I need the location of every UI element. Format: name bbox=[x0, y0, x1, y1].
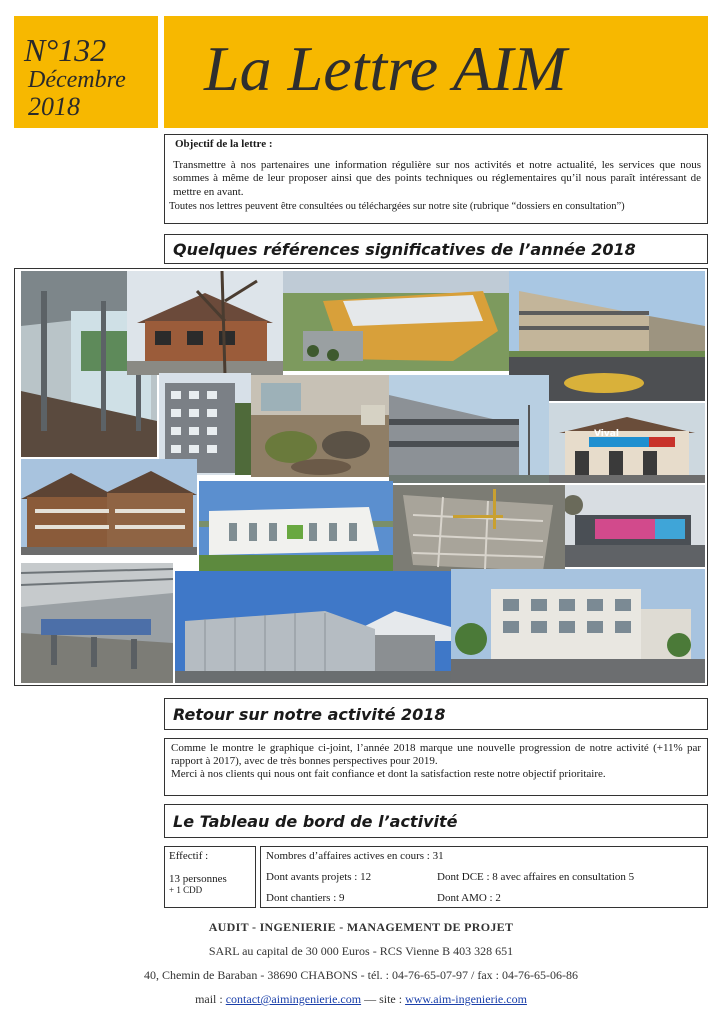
site-label: — site : bbox=[364, 992, 403, 1006]
staff-extra: + 1 CDD bbox=[169, 885, 203, 896]
active-cases: Nombres d’affaires actives en cours : 31 bbox=[266, 850, 444, 862]
newsletter-title: La Lettre AIM bbox=[204, 33, 567, 104]
photo-industrial-hall bbox=[21, 563, 173, 683]
construction-sites: Dont chantiers : 9 bbox=[266, 892, 345, 904]
issue-box bbox=[14, 16, 158, 128]
staff-label: Effectif : bbox=[169, 850, 209, 862]
photo-aerial-building bbox=[283, 271, 509, 371]
footer-company: SARL au capital de 30 000 Euros - RCS Vienne B 403 328 651 bbox=[208, 944, 514, 958]
photo-lounge bbox=[251, 375, 389, 477]
activity-thanks: Merci à nos clients qui nous ont fait confiance et dont la satisfaction reste notre objectif prioritaire. bbox=[171, 768, 606, 781]
dce-cases: Dont DCE : 8 avec affaires en consultation 5 bbox=[437, 871, 635, 883]
photo-collage bbox=[14, 268, 708, 686]
activity-heading: Retour sur notre activité 2018 bbox=[164, 698, 708, 730]
activity-box bbox=[164, 738, 708, 796]
photo-construction-site bbox=[393, 485, 565, 581]
footer-contact bbox=[14, 992, 708, 1007]
references-heading: Quelques références significatives de l’année 2018 bbox=[164, 234, 708, 264]
photo-chalet bbox=[127, 271, 283, 375]
store-sign: Vival bbox=[594, 429, 619, 439]
issue-number: N°132 bbox=[24, 32, 107, 68]
photo-vival-store bbox=[549, 403, 705, 483]
website-link[interactable]: www.aim-ingenierie.com bbox=[405, 992, 527, 1006]
photo-metal-building bbox=[175, 571, 451, 683]
issue-year: 2018 bbox=[28, 92, 80, 121]
dashboard-heading: Le Tableau de bord de l’activité bbox=[164, 804, 708, 838]
staff-box bbox=[164, 846, 256, 908]
amo-cases: Dont AMO : 2 bbox=[437, 892, 501, 904]
photo-residential bbox=[451, 569, 705, 683]
footer-address: 40, Chemin de Baraban - 38690 CHABONS - tél. : 04-76-65-07-97 / fax : 04-76-65-06-86 bbox=[144, 968, 578, 982]
objective-paragraph: Transmettre à nos partenaires une information régulière sur nos activités et notre actualité, les services que nous sommes à même de leur proposer ainsi que des points techniques ou réglementaires qu’il nous paraît intéressant de mettre en avant. bbox=[173, 159, 701, 198]
photo-chalet-residence bbox=[21, 459, 197, 555]
photo-curved-office bbox=[389, 375, 549, 483]
activity-paragraph: Comme le montre le graphique ci-joint, l’année 2018 marque une nouvelle progression de notre activité (+11% par rapport à 2017), avec de très bonnes perspectives pour 2019. bbox=[171, 742, 701, 768]
objective-note: Toutes nos lettres peuvent être consultées ou téléchargées sur notre site (rubrique “dossiers en consultation”) bbox=[169, 200, 625, 212]
staff-count: 13 personnes bbox=[169, 872, 227, 885]
photo-colorful-building bbox=[565, 485, 705, 567]
pre-projects: Dont avants projets : 12 bbox=[266, 871, 372, 883]
objective-heading: Objectif de la lettre : bbox=[175, 138, 273, 150]
objective-box bbox=[164, 134, 708, 224]
stats-box bbox=[260, 846, 708, 908]
footer-tagline: AUDIT - INGENIERIE - MANAGEMENT DE PROJET bbox=[208, 920, 514, 934]
issue-month: Décembre bbox=[28, 67, 126, 93]
mail-label: mail : bbox=[195, 992, 223, 1006]
email-link[interactable]: contact@aimingenierie.com bbox=[225, 992, 362, 1006]
title-banner bbox=[164, 16, 708, 128]
photo-white-building bbox=[199, 481, 393, 571]
